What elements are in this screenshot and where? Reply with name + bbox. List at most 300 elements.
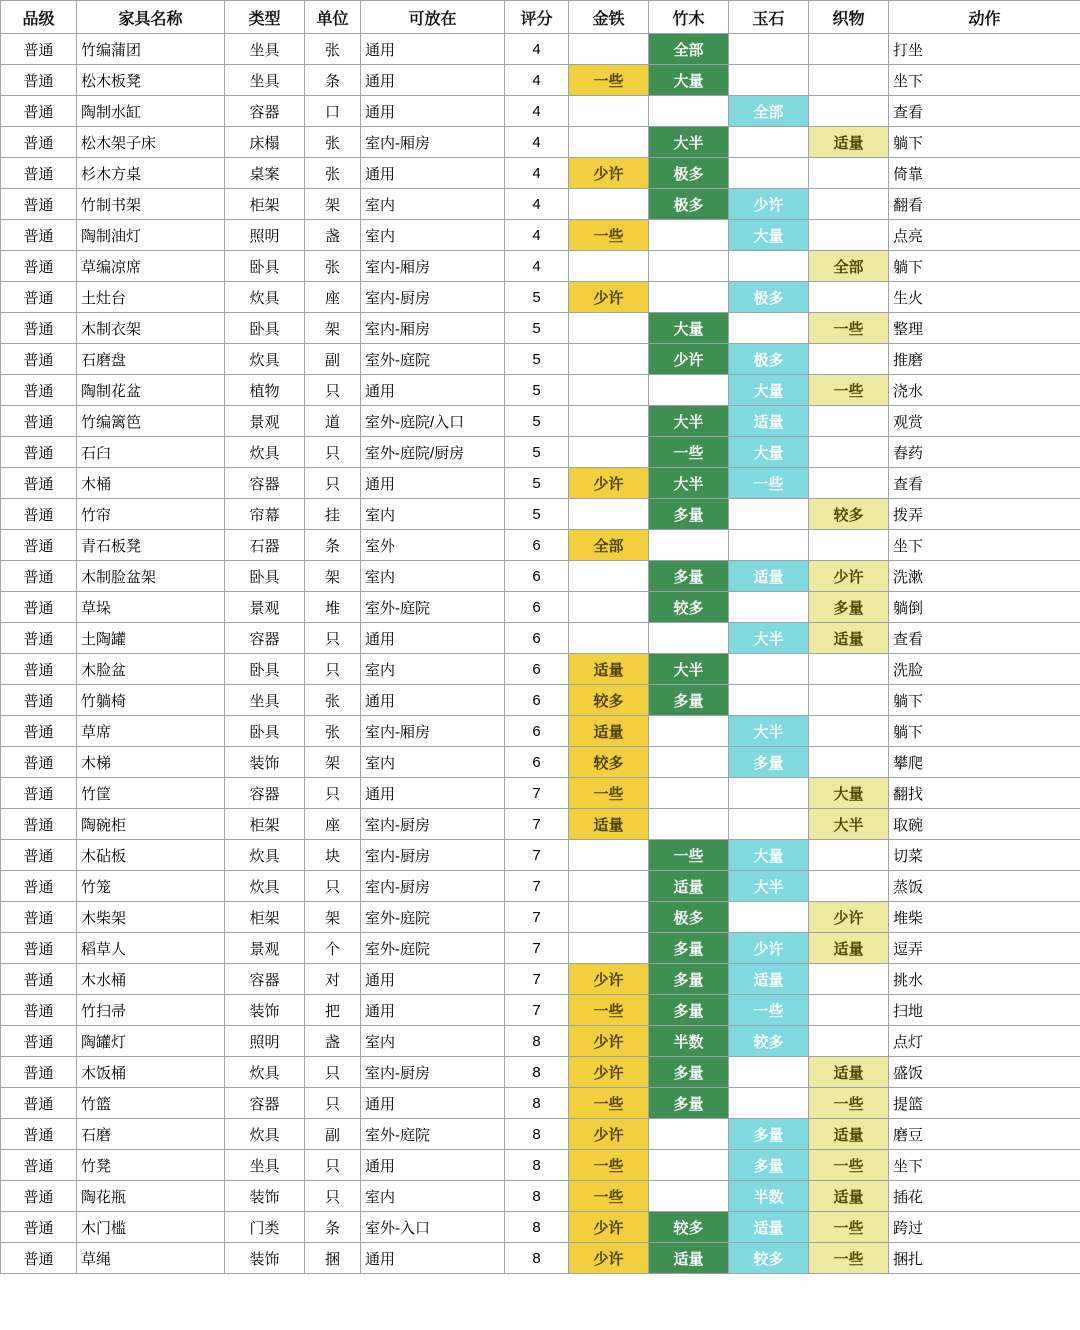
cell-score: 6 bbox=[505, 685, 569, 716]
cell-cloth bbox=[809, 158, 889, 189]
cell-place: 通用 bbox=[361, 1150, 505, 1181]
cell-bamboo: 半数 bbox=[649, 1026, 729, 1057]
cell-bamboo: 较多 bbox=[649, 1212, 729, 1243]
cell-name: 木砧板 bbox=[77, 840, 225, 871]
cell-name: 木制衣架 bbox=[77, 313, 225, 344]
cell-metal bbox=[569, 499, 649, 530]
cell-name: 竹躺椅 bbox=[77, 685, 225, 716]
cell-grade: 普通 bbox=[1, 1181, 77, 1212]
cell-grade: 普通 bbox=[1, 716, 77, 747]
cell-grade: 普通 bbox=[1, 840, 77, 871]
cell-score: 4 bbox=[505, 127, 569, 158]
cell-jade: 全部 bbox=[729, 96, 809, 127]
cell-bamboo: 极多 bbox=[649, 158, 729, 189]
cell-bamboo: 多量 bbox=[649, 933, 729, 964]
cell-place: 室外-庭院 bbox=[361, 344, 505, 375]
cell-type: 卧具 bbox=[225, 716, 305, 747]
cell-action: 盛饭 bbox=[889, 1057, 1080, 1088]
cell-cloth: 适量 bbox=[809, 127, 889, 158]
cell-metal: 少许 bbox=[569, 1026, 649, 1057]
cell-unit: 张 bbox=[305, 34, 361, 65]
cell-jade bbox=[729, 1088, 809, 1119]
cell-action: 堆柴 bbox=[889, 902, 1080, 933]
cell-score: 8 bbox=[505, 1150, 569, 1181]
cell-place: 室内-厢房 bbox=[361, 313, 505, 344]
cell-action: 捆扎 bbox=[889, 1243, 1080, 1274]
cell-bamboo bbox=[649, 251, 729, 282]
cell-name: 陶制水缸 bbox=[77, 96, 225, 127]
cell-action: 扫地 bbox=[889, 995, 1080, 1026]
cell-jade: 大量 bbox=[729, 220, 809, 251]
table-row bbox=[1, 158, 1080, 189]
cell-jade: 适量 bbox=[729, 406, 809, 437]
cell-grade: 普通 bbox=[1, 623, 77, 654]
table-row bbox=[1, 623, 1080, 654]
cell-grade: 普通 bbox=[1, 65, 77, 96]
cell-jade: 少许 bbox=[729, 189, 809, 220]
cell-grade: 普通 bbox=[1, 654, 77, 685]
cell-jade bbox=[729, 809, 809, 840]
cell-type: 炊具 bbox=[225, 344, 305, 375]
table-row bbox=[1, 1150, 1080, 1181]
cell-metal: 一些 bbox=[569, 778, 649, 809]
cell-type: 装饰 bbox=[225, 995, 305, 1026]
table-row bbox=[1, 530, 1080, 561]
cell-action: 点亮 bbox=[889, 220, 1080, 251]
cell-action: 查看 bbox=[889, 623, 1080, 654]
cell-cloth: 适量 bbox=[809, 933, 889, 964]
cell-place: 室外-庭院 bbox=[361, 933, 505, 964]
cell-bamboo: 一些 bbox=[649, 437, 729, 468]
cell-cloth bbox=[809, 406, 889, 437]
cell-grade: 普通 bbox=[1, 685, 77, 716]
cell-grade: 普通 bbox=[1, 933, 77, 964]
cell-metal: 少许 bbox=[569, 1212, 649, 1243]
cell-name: 竹凳 bbox=[77, 1150, 225, 1181]
cell-score: 6 bbox=[505, 530, 569, 561]
cell-jade bbox=[729, 251, 809, 282]
cell-bamboo bbox=[649, 809, 729, 840]
table-row bbox=[1, 1119, 1080, 1150]
cell-bamboo bbox=[649, 282, 729, 313]
cell-place: 通用 bbox=[361, 34, 505, 65]
cell-place: 通用 bbox=[361, 995, 505, 1026]
cell-score: 7 bbox=[505, 995, 569, 1026]
cell-score: 8 bbox=[505, 1212, 569, 1243]
table-header-row bbox=[1, 1, 1080, 34]
cell-place: 室内 bbox=[361, 1181, 505, 1212]
cell-place: 室内 bbox=[361, 189, 505, 220]
cell-score: 4 bbox=[505, 96, 569, 127]
cell-unit: 条 bbox=[305, 1212, 361, 1243]
cell-action: 坐下 bbox=[889, 530, 1080, 561]
table-row bbox=[1, 592, 1080, 623]
cell-metal bbox=[569, 902, 649, 933]
cell-score: 5 bbox=[505, 282, 569, 313]
column-header-name: 家具名称 bbox=[77, 1, 225, 34]
column-header-action: 动作 bbox=[889, 1, 1080, 34]
cell-type: 炊具 bbox=[225, 871, 305, 902]
cell-grade: 普通 bbox=[1, 592, 77, 623]
table-row bbox=[1, 654, 1080, 685]
cell-jade bbox=[729, 65, 809, 96]
cell-place: 室内-厨房 bbox=[361, 840, 505, 871]
cell-grade: 普通 bbox=[1, 375, 77, 406]
cell-cloth bbox=[809, 995, 889, 1026]
cell-bamboo bbox=[649, 530, 729, 561]
cell-metal bbox=[569, 437, 649, 468]
cell-bamboo bbox=[649, 1181, 729, 1212]
table-row bbox=[1, 747, 1080, 778]
cell-place: 室内-厨房 bbox=[361, 1057, 505, 1088]
cell-jade: 半数 bbox=[729, 1181, 809, 1212]
cell-bamboo bbox=[649, 375, 729, 406]
cell-grade: 普通 bbox=[1, 1150, 77, 1181]
cell-type: 炊具 bbox=[225, 437, 305, 468]
cell-cloth bbox=[809, 189, 889, 220]
cell-unit: 架 bbox=[305, 313, 361, 344]
cell-grade: 普通 bbox=[1, 220, 77, 251]
cell-metal bbox=[569, 623, 649, 654]
cell-grade: 普通 bbox=[1, 902, 77, 933]
table-row bbox=[1, 964, 1080, 995]
cell-action: 插花 bbox=[889, 1181, 1080, 1212]
cell-place: 室外-庭院 bbox=[361, 902, 505, 933]
table-row bbox=[1, 685, 1080, 716]
cell-cloth bbox=[809, 344, 889, 375]
cell-metal: 一些 bbox=[569, 1088, 649, 1119]
cell-action: 观赏 bbox=[889, 406, 1080, 437]
table-row bbox=[1, 251, 1080, 282]
cell-name: 竹笼 bbox=[77, 871, 225, 902]
cell-action: 打坐 bbox=[889, 34, 1080, 65]
cell-type: 坐具 bbox=[225, 65, 305, 96]
cell-type: 炊具 bbox=[225, 1057, 305, 1088]
cell-unit: 只 bbox=[305, 1088, 361, 1119]
cell-grade: 普通 bbox=[1, 1243, 77, 1274]
cell-score: 6 bbox=[505, 654, 569, 685]
cell-jade bbox=[729, 685, 809, 716]
cell-name: 土灶台 bbox=[77, 282, 225, 313]
cell-type: 坐具 bbox=[225, 1150, 305, 1181]
column-header-type: 类型 bbox=[225, 1, 305, 34]
cell-name: 松木架子床 bbox=[77, 127, 225, 158]
cell-score: 4 bbox=[505, 220, 569, 251]
cell-name: 木制脸盆架 bbox=[77, 561, 225, 592]
table-row bbox=[1, 902, 1080, 933]
cell-cloth bbox=[809, 685, 889, 716]
cell-bamboo: 多量 bbox=[649, 1057, 729, 1088]
cell-grade: 普通 bbox=[1, 964, 77, 995]
cell-action: 查看 bbox=[889, 468, 1080, 499]
cell-unit: 口 bbox=[305, 96, 361, 127]
table-body bbox=[1, 34, 1080, 1274]
cell-score: 6 bbox=[505, 623, 569, 654]
table-row bbox=[1, 468, 1080, 499]
cell-name: 木桶 bbox=[77, 468, 225, 499]
cell-unit: 条 bbox=[305, 65, 361, 96]
cell-unit: 捆 bbox=[305, 1243, 361, 1274]
cell-unit: 架 bbox=[305, 189, 361, 220]
cell-grade: 普通 bbox=[1, 995, 77, 1026]
cell-cloth: 一些 bbox=[809, 1212, 889, 1243]
cell-metal: 少许 bbox=[569, 158, 649, 189]
cell-cloth bbox=[809, 468, 889, 499]
table-row bbox=[1, 282, 1080, 313]
table-row bbox=[1, 995, 1080, 1026]
cell-score: 7 bbox=[505, 871, 569, 902]
cell-name: 稻草人 bbox=[77, 933, 225, 964]
table-row bbox=[1, 65, 1080, 96]
cell-unit: 架 bbox=[305, 902, 361, 933]
cell-place: 通用 bbox=[361, 1243, 505, 1274]
cell-jade: 大半 bbox=[729, 716, 809, 747]
cell-place: 室内 bbox=[361, 747, 505, 778]
cell-unit: 盏 bbox=[305, 1026, 361, 1057]
cell-unit: 只 bbox=[305, 375, 361, 406]
table-row bbox=[1, 1057, 1080, 1088]
cell-score: 8 bbox=[505, 1243, 569, 1274]
cell-grade: 普通 bbox=[1, 778, 77, 809]
cell-cloth bbox=[809, 840, 889, 871]
cell-unit: 张 bbox=[305, 251, 361, 282]
cell-cloth: 多量 bbox=[809, 592, 889, 623]
cell-jade: 适量 bbox=[729, 964, 809, 995]
cell-metal bbox=[569, 561, 649, 592]
cell-bamboo: 多量 bbox=[649, 1088, 729, 1119]
cell-type: 装饰 bbox=[225, 1243, 305, 1274]
cell-jade bbox=[729, 158, 809, 189]
cell-jade bbox=[729, 127, 809, 158]
cell-place: 室内 bbox=[361, 1026, 505, 1057]
cell-name: 草绳 bbox=[77, 1243, 225, 1274]
cell-metal bbox=[569, 933, 649, 964]
cell-place: 室内 bbox=[361, 499, 505, 530]
cell-name: 青石板凳 bbox=[77, 530, 225, 561]
cell-type: 景观 bbox=[225, 592, 305, 623]
cell-metal bbox=[569, 127, 649, 158]
table-row bbox=[1, 406, 1080, 437]
cell-metal bbox=[569, 96, 649, 127]
cell-type: 坐具 bbox=[225, 34, 305, 65]
cell-jade: 一些 bbox=[729, 468, 809, 499]
cell-grade: 普通 bbox=[1, 1057, 77, 1088]
cell-grade: 普通 bbox=[1, 437, 77, 468]
cell-type: 装饰 bbox=[225, 747, 305, 778]
cell-name: 木柴架 bbox=[77, 902, 225, 933]
cell-bamboo bbox=[649, 1150, 729, 1181]
cell-bamboo: 极多 bbox=[649, 902, 729, 933]
cell-jade: 极多 bbox=[729, 344, 809, 375]
cell-score: 4 bbox=[505, 158, 569, 189]
table-row bbox=[1, 1243, 1080, 1274]
cell-name: 松木板凳 bbox=[77, 65, 225, 96]
cell-name: 竹编篱笆 bbox=[77, 406, 225, 437]
cell-jade bbox=[729, 654, 809, 685]
cell-metal bbox=[569, 840, 649, 871]
cell-bamboo: 全部 bbox=[649, 34, 729, 65]
cell-jade: 大量 bbox=[729, 375, 809, 406]
cell-type: 照明 bbox=[225, 1026, 305, 1057]
cell-name: 陶制油灯 bbox=[77, 220, 225, 251]
table-row bbox=[1, 499, 1080, 530]
cell-grade: 普通 bbox=[1, 34, 77, 65]
cell-cloth: 适量 bbox=[809, 1181, 889, 1212]
cell-action: 提篮 bbox=[889, 1088, 1080, 1119]
cell-grade: 普通 bbox=[1, 406, 77, 437]
cell-place: 通用 bbox=[361, 96, 505, 127]
cell-place: 室内-厢房 bbox=[361, 127, 505, 158]
cell-bamboo: 大量 bbox=[649, 313, 729, 344]
column-header-score: 评分 bbox=[505, 1, 569, 34]
cell-metal bbox=[569, 344, 649, 375]
cell-unit: 只 bbox=[305, 871, 361, 902]
cell-type: 容器 bbox=[225, 964, 305, 995]
cell-bamboo: 大半 bbox=[649, 654, 729, 685]
cell-bamboo bbox=[649, 220, 729, 251]
cell-metal bbox=[569, 313, 649, 344]
cell-metal: 一些 bbox=[569, 995, 649, 1026]
cell-cloth: 少许 bbox=[809, 561, 889, 592]
cell-action: 查看 bbox=[889, 96, 1080, 127]
cell-action: 躺下 bbox=[889, 685, 1080, 716]
cell-name: 竹扫帚 bbox=[77, 995, 225, 1026]
cell-jade: 多量 bbox=[729, 1119, 809, 1150]
cell-cloth bbox=[809, 964, 889, 995]
column-header-place: 可放在 bbox=[361, 1, 505, 34]
cell-grade: 普通 bbox=[1, 96, 77, 127]
table-row bbox=[1, 778, 1080, 809]
cell-bamboo bbox=[649, 623, 729, 654]
cell-grade: 普通 bbox=[1, 251, 77, 282]
cell-name: 杉木方桌 bbox=[77, 158, 225, 189]
cell-unit: 把 bbox=[305, 995, 361, 1026]
cell-metal: 一些 bbox=[569, 1181, 649, 1212]
cell-action: 推磨 bbox=[889, 344, 1080, 375]
cell-unit: 座 bbox=[305, 282, 361, 313]
cell-action: 洗脸 bbox=[889, 654, 1080, 685]
cell-bamboo: 大半 bbox=[649, 468, 729, 499]
cell-score: 7 bbox=[505, 902, 569, 933]
cell-cloth bbox=[809, 220, 889, 251]
cell-name: 木水桶 bbox=[77, 964, 225, 995]
cell-name: 木饭桶 bbox=[77, 1057, 225, 1088]
cell-unit: 只 bbox=[305, 1057, 361, 1088]
cell-grade: 普通 bbox=[1, 127, 77, 158]
cell-unit: 只 bbox=[305, 623, 361, 654]
cell-type: 炊具 bbox=[225, 1119, 305, 1150]
cell-score: 5 bbox=[505, 313, 569, 344]
cell-metal: 少许 bbox=[569, 468, 649, 499]
cell-name: 陶制花盆 bbox=[77, 375, 225, 406]
cell-name: 竹编蒲团 bbox=[77, 34, 225, 65]
cell-grade: 普通 bbox=[1, 530, 77, 561]
cell-unit: 张 bbox=[305, 685, 361, 716]
cell-jade: 一些 bbox=[729, 995, 809, 1026]
cell-bamboo: 极多 bbox=[649, 189, 729, 220]
cell-place: 室外 bbox=[361, 530, 505, 561]
cell-bamboo bbox=[649, 778, 729, 809]
cell-score: 8 bbox=[505, 1026, 569, 1057]
cell-jade bbox=[729, 902, 809, 933]
cell-jade: 较多 bbox=[729, 1243, 809, 1274]
cell-cloth: 全部 bbox=[809, 251, 889, 282]
cell-score: 8 bbox=[505, 1057, 569, 1088]
table-row bbox=[1, 1026, 1080, 1057]
cell-metal: 全部 bbox=[569, 530, 649, 561]
cell-score: 4 bbox=[505, 189, 569, 220]
cell-unit: 副 bbox=[305, 1119, 361, 1150]
cell-cloth: 较多 bbox=[809, 499, 889, 530]
cell-action: 浇水 bbox=[889, 375, 1080, 406]
cell-bamboo: 适量 bbox=[649, 871, 729, 902]
cell-action: 洗漱 bbox=[889, 561, 1080, 592]
cell-action: 倚靠 bbox=[889, 158, 1080, 189]
cell-bamboo: 多量 bbox=[649, 685, 729, 716]
cell-place: 通用 bbox=[361, 1088, 505, 1119]
table-row bbox=[1, 1088, 1080, 1119]
cell-type: 照明 bbox=[225, 220, 305, 251]
cell-grade: 普通 bbox=[1, 1026, 77, 1057]
cell-cloth: 一些 bbox=[809, 375, 889, 406]
cell-bamboo: 适量 bbox=[649, 1243, 729, 1274]
cell-place: 室内 bbox=[361, 220, 505, 251]
cell-grade: 普通 bbox=[1, 189, 77, 220]
cell-cloth: 一些 bbox=[809, 1088, 889, 1119]
cell-unit: 只 bbox=[305, 1181, 361, 1212]
cell-action: 蒸饭 bbox=[889, 871, 1080, 902]
cell-unit: 只 bbox=[305, 778, 361, 809]
cell-action: 坐下 bbox=[889, 1150, 1080, 1181]
cell-metal: 一些 bbox=[569, 1150, 649, 1181]
cell-place: 通用 bbox=[361, 65, 505, 96]
cell-grade: 普通 bbox=[1, 158, 77, 189]
table-row bbox=[1, 809, 1080, 840]
cell-score: 8 bbox=[505, 1088, 569, 1119]
table-row bbox=[1, 34, 1080, 65]
table-row bbox=[1, 220, 1080, 251]
cell-place: 室外-庭院 bbox=[361, 1119, 505, 1150]
cell-score: 8 bbox=[505, 1119, 569, 1150]
cell-type: 门类 bbox=[225, 1212, 305, 1243]
cell-cloth bbox=[809, 1026, 889, 1057]
column-header-bamboo: 竹木 bbox=[649, 1, 729, 34]
cell-bamboo: 一些 bbox=[649, 840, 729, 871]
cell-metal bbox=[569, 406, 649, 437]
cell-cloth bbox=[809, 34, 889, 65]
cell-type: 容器 bbox=[225, 468, 305, 499]
cell-cloth: 一些 bbox=[809, 1243, 889, 1274]
cell-name: 石磨盘 bbox=[77, 344, 225, 375]
cell-name: 草编凉席 bbox=[77, 251, 225, 282]
table-row bbox=[1, 1212, 1080, 1243]
cell-unit: 张 bbox=[305, 158, 361, 189]
cell-jade: 适量 bbox=[729, 561, 809, 592]
cell-unit: 道 bbox=[305, 406, 361, 437]
cell-name: 竹筐 bbox=[77, 778, 225, 809]
cell-cloth: 适量 bbox=[809, 1057, 889, 1088]
cell-cloth bbox=[809, 282, 889, 313]
cell-metal: 一些 bbox=[569, 65, 649, 96]
cell-name: 陶罐灯 bbox=[77, 1026, 225, 1057]
cell-place: 室外-庭院/入口 bbox=[361, 406, 505, 437]
table-row bbox=[1, 313, 1080, 344]
cell-name: 竹篮 bbox=[77, 1088, 225, 1119]
cell-grade: 普通 bbox=[1, 871, 77, 902]
cell-jade bbox=[729, 592, 809, 623]
cell-action: 舂药 bbox=[889, 437, 1080, 468]
cell-jade: 大半 bbox=[729, 623, 809, 654]
